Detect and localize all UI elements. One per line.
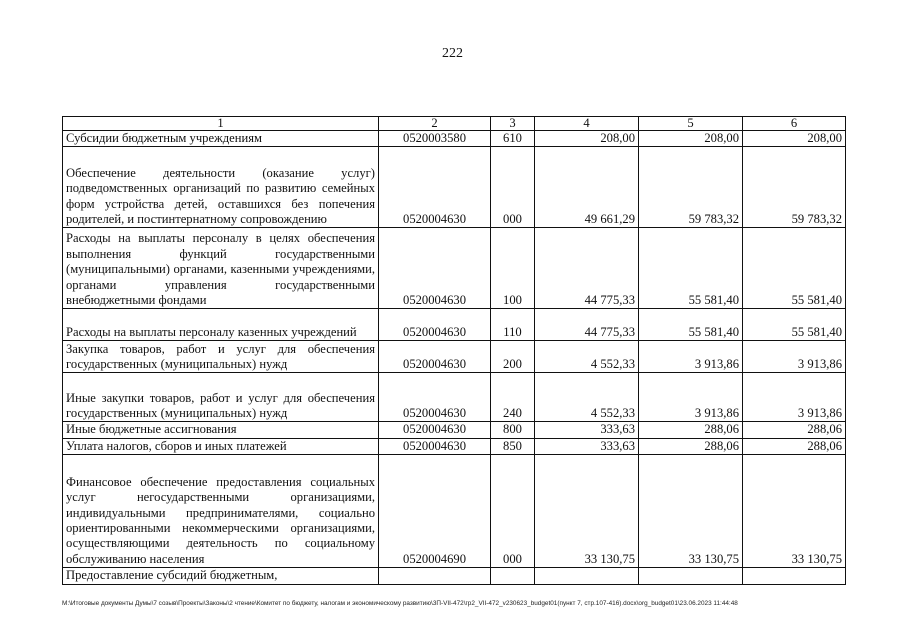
row-value-col6: 59 783,32 [743, 147, 846, 228]
row-value-col6: 208,00 [743, 131, 846, 147]
row-code: 0520004690 [379, 455, 491, 568]
row-value-col6 [743, 568, 846, 584]
row-code: 0520004630 [379, 438, 491, 454]
row-code: 0520004630 [379, 373, 491, 422]
column-header: 2 [379, 117, 491, 131]
row-value-col4: 333,63 [535, 438, 639, 454]
row-value-col5: 208,00 [639, 131, 743, 147]
table-row [63, 373, 846, 422]
table-header-row [63, 117, 846, 131]
row-expense-type: 800 [491, 422, 535, 438]
row-value-col4: 4 552,33 [535, 341, 639, 373]
row-value-col5: 288,06 [639, 438, 743, 454]
row-code: 0520003580 [379, 131, 491, 147]
row-expense-type: 200 [491, 341, 535, 373]
row-value-col6: 3 913,86 [743, 373, 846, 422]
column-header: 1 [63, 117, 379, 131]
row-code: 0520004630 [379, 228, 491, 309]
row-value-col4: 44 775,33 [535, 309, 639, 341]
table-row [63, 341, 846, 373]
row-value-col6: 55 581,40 [743, 228, 846, 309]
row-value-col5: 3 913,86 [639, 373, 743, 422]
row-name: Иные закупки товаров, работ и услуг для обеспечения государственных (муниципальных) нужд [63, 373, 379, 422]
table-row [63, 147, 846, 228]
page-number: 222 [442, 46, 463, 61]
row-value-col6: 55 581,40 [743, 309, 846, 341]
row-name: Финансовое обеспечение предоставления социальных услуг негосударственными организациями, индивидуальными предпринимателями, социально ориентированными некоммерческими организациями, осуществляющими деятельность по социальному обслуживанию населения [63, 455, 379, 568]
row-value-col4: 208,00 [535, 131, 639, 147]
row-value-col4: 33 130,75 [535, 455, 639, 568]
row-expense-type: 240 [491, 373, 535, 422]
row-expense-type: 610 [491, 131, 535, 147]
budget-table [62, 116, 846, 585]
row-value-col4: 4 552,33 [535, 373, 639, 422]
table-row [63, 568, 846, 584]
row-value-col5 [639, 568, 743, 584]
row-name: Уплата налогов, сборов и иных платежей [63, 438, 379, 454]
table-row [63, 438, 846, 454]
row-expense-type: 000 [491, 147, 535, 228]
row-value-col6: 3 913,86 [743, 341, 846, 373]
file-path-footer: M:\Итоговые документы Думы\7 созыв\Проекты\Законы\2 чтение\Комитет по бюджету, налогам и экономическому развитию\3П-VII-472\гр2_VII-472_v230623_budget01(пункт 7, стр.107-416).docx\org_budget01\23.06.2023 11:44:48 [62, 600, 738, 607]
row-value-col5: 55 581,40 [639, 228, 743, 309]
row-value-col6: 288,06 [743, 422, 846, 438]
row-value-col4: 49 661,29 [535, 147, 639, 228]
column-header: 4 [535, 117, 639, 131]
row-code: 0520004630 [379, 309, 491, 341]
row-value-col6: 33 130,75 [743, 455, 846, 568]
row-expense-type [491, 568, 535, 584]
row-code: 0520004630 [379, 341, 491, 373]
row-name: Предоставление субсидий бюджетным, [63, 568, 379, 584]
table-row [63, 455, 846, 568]
row-code [379, 568, 491, 584]
table-row [63, 309, 846, 341]
row-code: 0520004630 [379, 147, 491, 228]
row-value-col5: 3 913,86 [639, 341, 743, 373]
row-name: Субсидии бюджетным учреждениям [63, 131, 379, 147]
column-header: 5 [639, 117, 743, 131]
row-value-col4: 333,63 [535, 422, 639, 438]
row-value-col6: 288,06 [743, 438, 846, 454]
row-value-col4: 44 775,33 [535, 228, 639, 309]
row-name: Расходы на выплаты персоналу в целях обеспечения выполнения функций государственными (муниципальными) органами, казенными учреждениями, органами управления государственными внебюджетными фондами [63, 228, 379, 309]
row-name: Расходы на выплаты персоналу казенных учреждений [63, 309, 379, 341]
row-expense-type: 100 [491, 228, 535, 309]
row-value-col5: 59 783,32 [639, 147, 743, 228]
row-value-col5: 55 581,40 [639, 309, 743, 341]
row-code: 0520004630 [379, 422, 491, 438]
column-header: 3 [491, 117, 535, 131]
row-expense-type: 110 [491, 309, 535, 341]
column-header: 6 [743, 117, 846, 131]
table-row [63, 228, 846, 309]
table-row [63, 131, 846, 147]
row-name: Обеспечение деятельности (оказание услуг) подведомственных организаций по развитию семейных форм устройства детей, оставшихся без попечения родителей, и постинтернатному сопровождению [63, 147, 379, 228]
row-value-col5: 33 130,75 [639, 455, 743, 568]
row-value-col4 [535, 568, 639, 584]
row-expense-type: 000 [491, 455, 535, 568]
table-row [63, 422, 846, 438]
row-name: Иные бюджетные ассигнования [63, 422, 379, 438]
row-value-col5: 288,06 [639, 422, 743, 438]
row-name: Закупка товаров, работ и услуг для обеспечения государственных (муниципальных) нужд [63, 341, 379, 373]
row-expense-type: 850 [491, 438, 535, 454]
